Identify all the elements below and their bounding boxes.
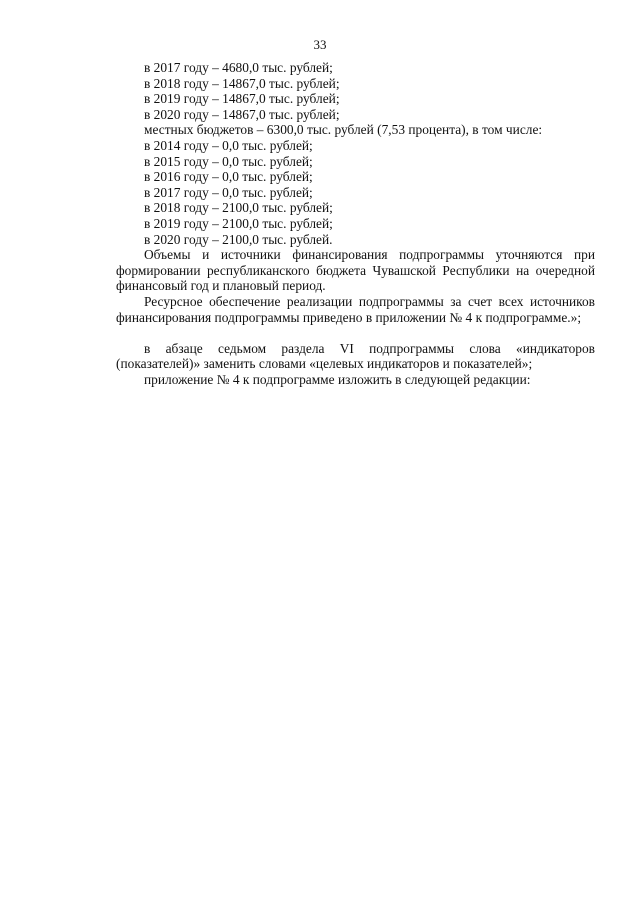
amendment-paragraph: в абзаце седьмом раздела VI подпрограммы слова «индикаторов (показателей)» заменить словами «целевых индикаторов и показателей»; <box>116 340 595 372</box>
local-line-2014: в 2014 году – 0,0 тыс. рублей; <box>144 137 313 153</box>
local-line-2020: в 2020 году – 2100,0 тыс. рублей. <box>144 231 333 247</box>
local-line-2016: в 2016 году – 0,0 тыс. рублей; <box>144 169 313 185</box>
local-budgets-line: местных бюджетов – 6300,0 тыс. рублей (7,53 процента), в том числе: <box>144 122 543 138</box>
local-line-2019: в 2019 году – 2100,0 тыс. рублей; <box>144 215 333 231</box>
resource-paragraph: Ресурсное обеспечение реализации подпрограммы за счет всех источников финансирования подпрограммы приведено в приложении № 4 к подпрограмме.»; <box>116 293 595 325</box>
appendix-paragraph: приложение № 4 к подпрограмме изложить в следующей редакции: <box>144 371 531 387</box>
funding-line-2017: в 2017 году – 4680,0 тыс. рублей; <box>144 60 333 75</box>
local-line-2018: в 2018 году – 2100,0 тыс. рублей; <box>144 200 333 216</box>
local-line-2015: в 2015 году – 0,0 тыс. рублей; <box>144 153 313 169</box>
funding-line-2019: в 2019 году – 14867,0 тыс. рублей; <box>144 91 340 107</box>
document-body <box>116 60 595 387</box>
volumes-paragraph: Объемы и источники финансирования подпрограммы уточняются при формировании республиканского бюджета Чувашской Республики на очередной финансовый год и плановый период. <box>116 247 595 294</box>
funding-line-2020: в 2020 году – 14867,0 тыс. рублей; <box>144 106 340 122</box>
local-line-2017: в 2017 году – 0,0 тыс. рублей; <box>144 184 313 200</box>
paragraph-gap <box>116 325 595 341</box>
funding-line-2018: в 2018 году – 14867,0 тыс. рублей; <box>144 75 340 91</box>
page-number: 33 <box>313 37 327 52</box>
